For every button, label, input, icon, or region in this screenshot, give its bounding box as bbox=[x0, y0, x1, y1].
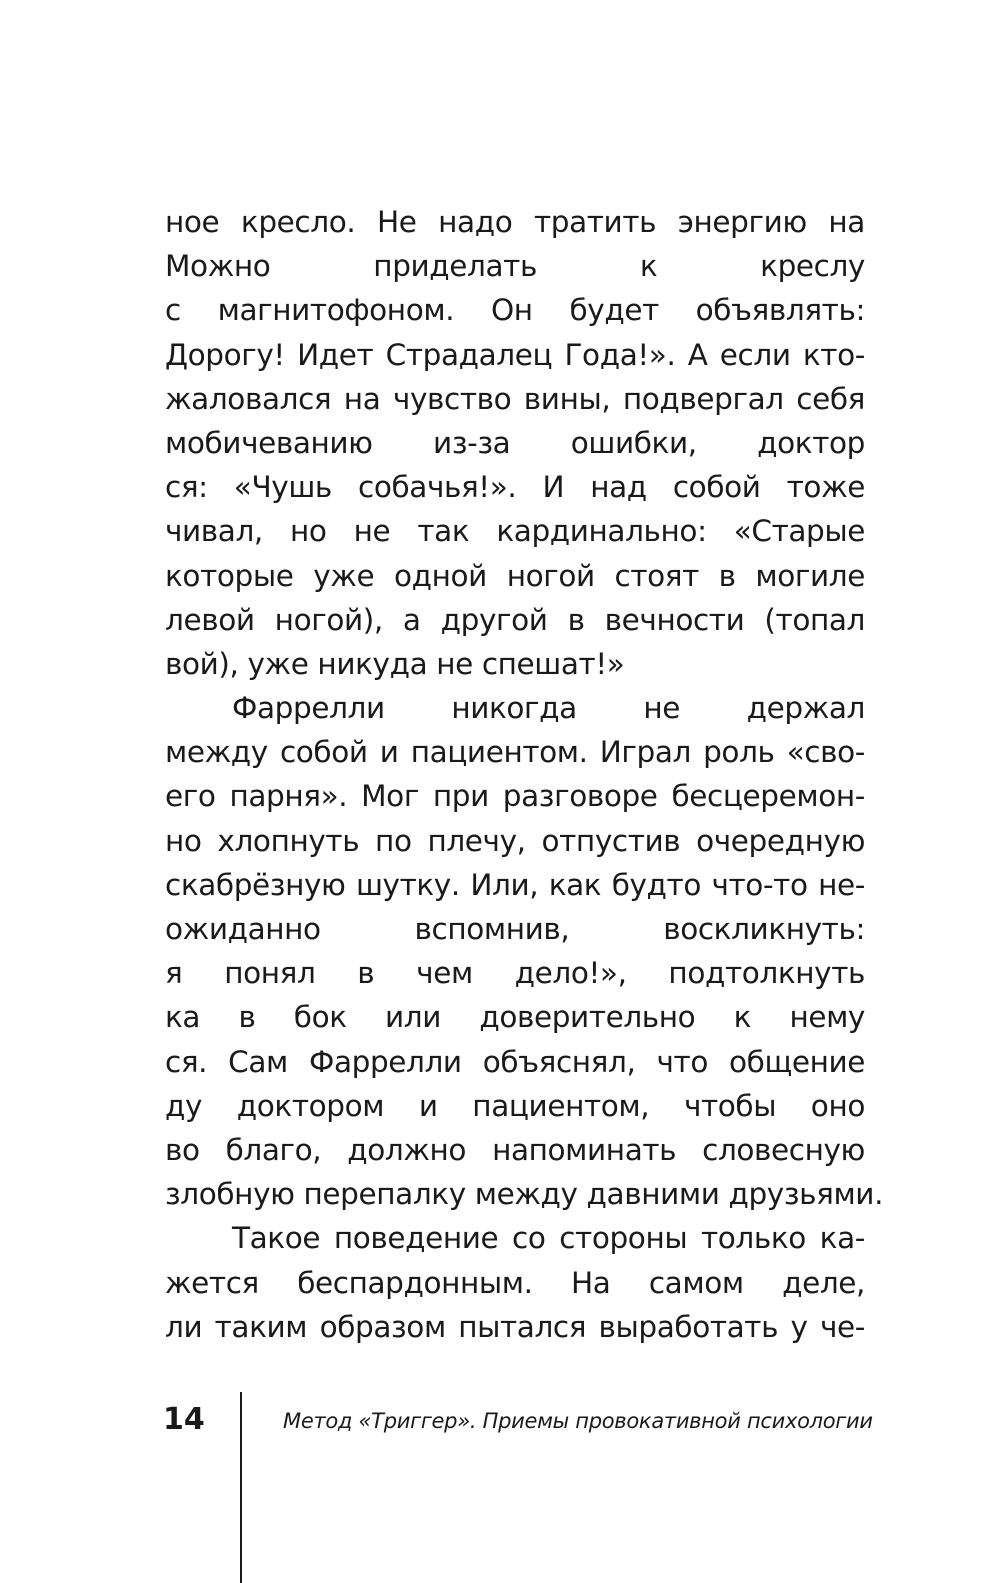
text-line: жется беспардонным. На самом деле, bbox=[165, 1265, 865, 1300]
text-line: Можно приделать к креслу bbox=[165, 249, 865, 284]
text-line: левой ногой), а другой в вечности (топал bbox=[165, 602, 865, 637]
text-line: ка в бок или доверительно к нему bbox=[165, 1000, 865, 1035]
text-line: Дорогу! Идет Страдалец Года!». А если кто- bbox=[165, 337, 865, 372]
text-line: жаловался на чувство вины, подвергал себя bbox=[165, 381, 865, 416]
text-line: ся. Сам Фаррелли объяснял, что общение bbox=[165, 1044, 865, 1079]
running-title: Метод «Триггер». Приемы провокативной психологии bbox=[283, 1409, 873, 1433]
text-line: скабрёзную шутку. Или, как будто что-то не- bbox=[165, 867, 865, 902]
text-line: между собой и пациентом. Играл роль «сво- bbox=[165, 735, 865, 770]
text-line: мобичеванию из-за ошибки, доктор bbox=[165, 425, 865, 460]
footer-divider bbox=[240, 1392, 242, 1583]
text-line: ду доктором и пациентом, чтобы оно bbox=[165, 1088, 865, 1123]
text-line: его парня». Мог при разговоре бесцеремон- bbox=[165, 779, 865, 814]
text-line: Фаррелли никогда не держал bbox=[232, 691, 865, 726]
text-line: с магнитофоном. Он будет объявлять: bbox=[165, 293, 865, 328]
text-line: ли таким образом пытался выработать у че- bbox=[165, 1309, 865, 1344]
text-line: ное кресло. Не надо тратить энергию на bbox=[165, 205, 865, 239]
text-line: злобную перепалку между давними друзьями. bbox=[165, 1177, 884, 1212]
text-line: чивал, но не так кардинально: «Старые bbox=[165, 514, 865, 549]
page-number: 14 bbox=[163, 1402, 205, 1437]
text-line: которые уже одной ногой стоят в могиле bbox=[165, 558, 865, 593]
text-line: но хлопнуть по плечу, отпустив очередную bbox=[165, 823, 865, 858]
text-line: ожиданно вспомнив, воскликнуть: bbox=[165, 912, 865, 946]
text-line: Такое поведение со стороны только ка- bbox=[232, 1221, 865, 1256]
text-line: вой), уже никуда не спешат!» bbox=[165, 646, 625, 681]
body-text bbox=[165, 200, 884, 1349]
text-line: я понял в чем дело!», подтолкнуть bbox=[165, 956, 865, 991]
text-line: ся: «Чушь собачья!». И над собой тоже bbox=[165, 470, 865, 505]
text-line: во благо, должно напоминать словесную bbox=[165, 1132, 865, 1167]
